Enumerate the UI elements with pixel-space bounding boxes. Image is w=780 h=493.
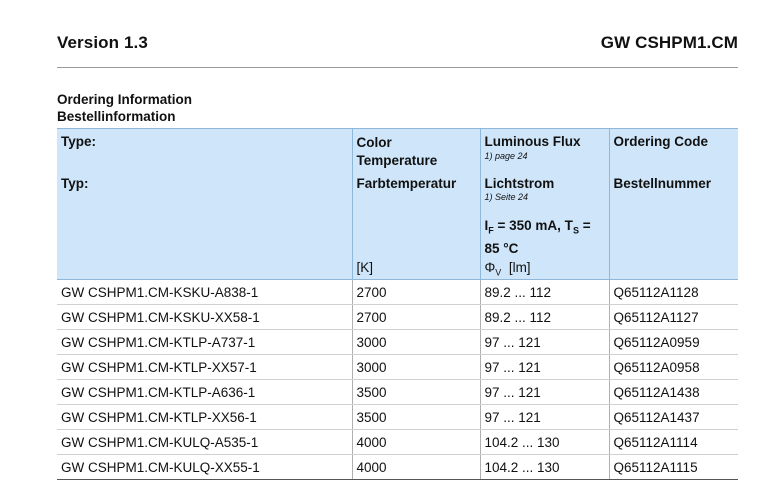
flux-header-en: Luminous Flux: [484, 134, 581, 149]
column-header-luminous-flux: [480, 129, 609, 280]
type-cell: GW CSHPM1.CM-KULQ-XX55-1: [57, 455, 352, 480]
color-temperature-cell: 3000: [352, 330, 480, 355]
color-temperature-cell: 4000: [352, 430, 480, 455]
flux-header-de: Lichtstrom: [484, 176, 555, 191]
color-temperature-cell: 3500: [352, 380, 480, 405]
product-name: GW CSHPM1.CM: [600, 33, 738, 52]
header-divider: [57, 67, 738, 68]
table-header-row: [57, 129, 738, 280]
type-header-en: Type:: [61, 134, 97, 149]
ordering-code-cell: Q65112A0958: [609, 355, 738, 380]
temp-header-en-line1: Color: [356, 135, 392, 150]
ordering-code-cell: Q65112A1115: [609, 455, 738, 480]
code-header-de: Bestellnummer: [613, 176, 712, 191]
ordering-code-cell: Q65112A1128: [609, 280, 738, 305]
table-row: [57, 380, 738, 405]
column-header-type: [57, 129, 352, 280]
ordering-table: [57, 128, 738, 480]
code-header-en: Ordering Code: [613, 134, 709, 149]
temp-header-en: [357, 134, 476, 170]
section-heading: [57, 91, 192, 125]
type-cell: GW CSHPM1.CM-KTLP-XX56-1: [57, 405, 352, 430]
table-row: [57, 330, 738, 355]
temp-header-en-line2: Temperature: [356, 153, 438, 168]
temp-header-de: Farbtemperatur: [356, 176, 457, 191]
ordering-code-cell: Q65112A1437: [609, 405, 738, 430]
luminous-flux-cell: 104.2 ... 130: [480, 455, 609, 480]
color-temperature-cell: 2700: [352, 280, 480, 305]
temp-unit: [K]: [356, 260, 374, 275]
color-temperature-cell: 2700: [352, 305, 480, 330]
ordering-code-cell: Q65112A1438: [609, 380, 738, 405]
luminous-flux-cell: 97 ... 121: [480, 355, 609, 380]
ordering-code-cell: Q65112A1127: [609, 305, 738, 330]
ordering-code-cell: Q65112A1114: [609, 430, 738, 455]
luminous-flux-cell: 97 ... 121: [480, 330, 609, 355]
table-row: [57, 355, 738, 380]
luminous-flux-cell: 97 ... 121: [480, 405, 609, 430]
flux-note-de: 1) Seite 24: [484, 192, 529, 202]
luminous-flux-cell: 104.2 ... 130: [480, 430, 609, 455]
table-row: [57, 430, 738, 455]
luminous-flux-cell: 89.2 ... 112: [480, 280, 609, 305]
type-cell: GW CSHPM1.CM-KTLP-A636-1: [57, 380, 352, 405]
type-cell: GW CSHPM1.CM-KSKU-A838-1: [57, 280, 352, 305]
ordering-code-cell: Q65112A0959: [609, 330, 738, 355]
table-row: [57, 305, 738, 330]
type-cell: GW CSHPM1.CM-KTLP-A737-1: [57, 330, 352, 355]
type-header-de: Typ:: [61, 176, 89, 191]
type-cell: GW CSHPM1.CM-KSKU-XX58-1: [57, 305, 352, 330]
type-cell: GW CSHPM1.CM-KTLP-XX57-1: [57, 355, 352, 380]
column-header-color-temperature: [352, 129, 480, 280]
table-row: [57, 405, 738, 430]
table-row: [57, 280, 738, 305]
flux-test-conditions: $I_F = 350$ mA, $T_S$ = 85 °C: [484, 218, 591, 256]
document-version: Version 1.3: [57, 33, 148, 52]
color-temperature-cell: 3500: [352, 405, 480, 430]
section-title-de: Bestellinformation: [57, 109, 176, 124]
luminous-flux-cell: 89.2 ... 112: [480, 305, 609, 330]
flux-note-en: 1) page 24: [484, 151, 528, 161]
column-header-ordering-code: [609, 129, 738, 280]
color-temperature-cell: 3000: [352, 355, 480, 380]
table-row: [57, 455, 738, 480]
flux-unit: $\Phi_V$ [lm]: [484, 260, 531, 278]
luminous-flux-cell: 97 ... 121: [480, 380, 609, 405]
section-title-en: Ordering Information: [57, 92, 192, 107]
type-cell: GW CSHPM1.CM-KULQ-A535-1: [57, 430, 352, 455]
color-temperature-cell: 4000: [352, 455, 480, 480]
